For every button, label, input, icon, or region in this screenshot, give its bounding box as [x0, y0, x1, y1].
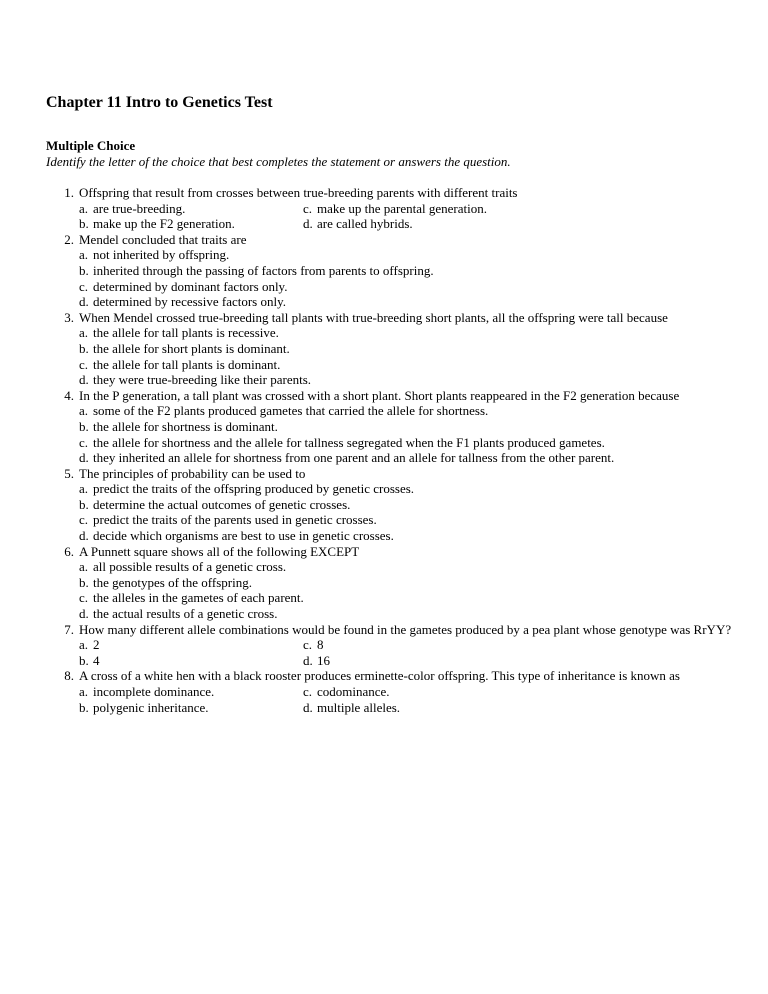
- option-letter: b.: [79, 699, 89, 715]
- answer-options: [79, 684, 736, 715]
- option-text: inherited through the passing of factors from parents to offspring.: [93, 262, 434, 278]
- question-number: 1.: [64, 185, 74, 200]
- option-text: determine the actual outcomes of genetic crosses.: [93, 496, 351, 512]
- option-text: the allele for shortness is dominant.: [93, 418, 278, 434]
- answer-option: [303, 684, 523, 700]
- page-title: Chapter 11 Intro to Genetics Test: [46, 94, 273, 111]
- answer-option: [303, 216, 523, 232]
- answer-option: [79, 497, 736, 513]
- question-number: 7.: [64, 621, 74, 637]
- answer-option: [79, 341, 736, 357]
- answer-option: [79, 653, 303, 669]
- answer-option: [79, 606, 736, 622]
- answer-options: [79, 403, 736, 465]
- option-text: they inherited an allele for shortness from one parent and an allele for tallness from the other parent.: [93, 450, 615, 466]
- answer-option: [79, 263, 736, 279]
- question-stem: Offspring that result from crosses between true-breeding parents with different traits: [79, 185, 518, 200]
- option-text: polygenic inheritance.: [93, 699, 209, 715]
- question-item: [46, 668, 736, 715]
- question-item: [46, 310, 736, 388]
- option-text: the alleles in the gametes of each parent.: [93, 590, 304, 606]
- option-letter: b.: [79, 652, 89, 668]
- option-letter: c.: [303, 637, 313, 653]
- answer-option: [79, 637, 303, 653]
- option-letter: d.: [79, 294, 89, 310]
- answer-options: [79, 325, 736, 387]
- question-stem: A Punnett square shows all of the following EXCEPT: [79, 543, 360, 559]
- option-letter: a.: [79, 403, 89, 419]
- option-letter: d.: [79, 528, 89, 544]
- question-item: [46, 466, 736, 544]
- option-letter: c.: [79, 434, 89, 450]
- question-stem: The principles of probability can be used to: [79, 465, 306, 481]
- option-letter: d.: [303, 699, 313, 715]
- question-number: 8.: [64, 668, 74, 684]
- answer-option: [79, 201, 303, 217]
- answer-option: [79, 684, 303, 700]
- option-letter: a.: [79, 325, 89, 341]
- option-letter: d.: [303, 216, 313, 232]
- answer-option: [79, 435, 736, 451]
- question-number: 3.: [64, 309, 74, 325]
- question-number: 4.: [64, 387, 74, 403]
- answer-options: [79, 201, 736, 232]
- answer-option: [79, 450, 736, 466]
- answer-option: [303, 700, 523, 716]
- answer-option: [79, 481, 736, 497]
- option-letter: a.: [79, 684, 89, 699]
- option-text: predict the traits of the offspring produced by genetic crosses.: [93, 481, 415, 497]
- option-text: 8: [317, 637, 324, 653]
- question-stem: Mendel concluded that traits are: [79, 231, 247, 247]
- question-item: [46, 185, 736, 232]
- answer-option: [79, 294, 736, 310]
- option-letter: b.: [79, 574, 89, 590]
- option-text: the allele for short plants is dominant.: [93, 340, 290, 356]
- option-letter: c.: [303, 200, 313, 216]
- answer-option: [79, 372, 736, 388]
- option-letter: c.: [79, 512, 89, 528]
- option-text: decide which organisms are best to use in genetic crosses.: [93, 528, 394, 544]
- answer-option: [79, 559, 736, 575]
- question-stem: In the P generation, a tall plant was crossed with a short plant. Short plants reappeared in the F2 generation because: [79, 387, 680, 403]
- section-title: Multiple Choice: [46, 138, 136, 153]
- option-text: determined by recessive factors only.: [93, 294, 287, 310]
- question-list: [46, 185, 736, 715]
- option-text: incomplete dominance.: [93, 684, 215, 699]
- answer-option: [79, 357, 736, 373]
- option-text: make up the F2 generation.: [93, 216, 235, 232]
- option-text: 4: [93, 652, 100, 668]
- option-text: the allele for shortness and the allele for tallness segregated when the F1 plants produced gametes.: [93, 434, 605, 450]
- answer-options: [79, 559, 736, 621]
- option-text: multiple alleles.: [317, 699, 401, 715]
- option-letter: c.: [79, 356, 89, 372]
- option-letter: c.: [79, 278, 89, 294]
- question-number: 5.: [64, 465, 74, 481]
- answer-option: [79, 216, 303, 232]
- option-text: the actual results of a genetic cross.: [93, 606, 278, 622]
- option-text: are called hybrids.: [317, 216, 413, 232]
- option-letter: d.: [79, 606, 89, 622]
- answer-option: [79, 590, 736, 606]
- question-stem: A cross of a white hen with a black rooster produces erminette-color offspring. This type of inheritance is known as: [79, 668, 680, 684]
- option-letter: d.: [79, 372, 89, 388]
- answer-option: [79, 512, 736, 528]
- option-text: all possible results of a genetic cross.: [93, 559, 287, 575]
- option-text: determined by dominant factors only.: [93, 278, 288, 294]
- answer-option: [303, 637, 523, 653]
- answer-option: [79, 403, 736, 419]
- option-text: codominance.: [317, 684, 390, 699]
- option-text: are true-breeding.: [93, 200, 186, 216]
- answer-option: [79, 528, 736, 544]
- answer-options: [79, 247, 736, 309]
- answer-option: [79, 700, 303, 716]
- option-letter: b.: [79, 216, 89, 232]
- option-letter: b.: [79, 496, 89, 512]
- question-number: 6.: [64, 543, 74, 559]
- question-item: [46, 232, 736, 310]
- option-text: some of the F2 plants produced gametes that carried the allele for shortness.: [93, 403, 489, 419]
- option-letter: a.: [79, 481, 89, 497]
- section-header: [46, 138, 511, 169]
- option-text: predict the traits of the parents used in genetic crosses.: [93, 512, 377, 528]
- option-text: 2: [93, 637, 100, 653]
- question-item: [46, 388, 736, 466]
- option-text: the genotypes of the offspring.: [93, 574, 252, 590]
- option-text: the allele for tall plants is dominant.: [93, 356, 281, 372]
- option-text: the allele for tall plants is recessive.: [93, 325, 279, 341]
- answer-option: [303, 201, 523, 217]
- option-letter: a.: [79, 247, 89, 263]
- answer-options: [79, 481, 736, 543]
- answer-option: [79, 575, 736, 591]
- answer-options: [79, 637, 736, 668]
- option-letter: c.: [79, 590, 89, 606]
- answer-option: [303, 653, 523, 669]
- answer-option: [79, 419, 736, 435]
- option-text: not inherited by offspring.: [93, 247, 230, 263]
- option-letter: a.: [79, 200, 89, 216]
- answer-option: [79, 279, 736, 295]
- option-letter: c.: [303, 684, 313, 699]
- option-letter: b.: [79, 340, 89, 356]
- question-item: [46, 622, 736, 669]
- option-letter: a.: [79, 637, 89, 653]
- option-text: make up the parental generation.: [317, 200, 488, 216]
- option-letter: b.: [79, 262, 89, 278]
- section-instructions: Identify the letter of the choice that best completes the statement or answers the question.: [46, 153, 511, 169]
- option-letter: d.: [303, 652, 313, 668]
- answer-option: [79, 247, 736, 263]
- answer-option: [79, 325, 736, 341]
- question-stem: How many different allele combinations would be found in the gametes produced by a pea plant whose genotype was RrYY?: [79, 621, 732, 637]
- question-stem: When Mendel crossed true-breeding tall plants with true-breeding short plants, all the offspring were tall because: [79, 309, 668, 325]
- option-text: 16: [317, 652, 330, 668]
- option-letter: a.: [79, 559, 89, 575]
- question-number: 2.: [64, 231, 74, 247]
- question-item: [46, 544, 736, 622]
- option-letter: d.: [79, 450, 89, 466]
- option-text: they were true-breeding like their parents.: [93, 372, 312, 388]
- option-letter: b.: [79, 418, 89, 434]
